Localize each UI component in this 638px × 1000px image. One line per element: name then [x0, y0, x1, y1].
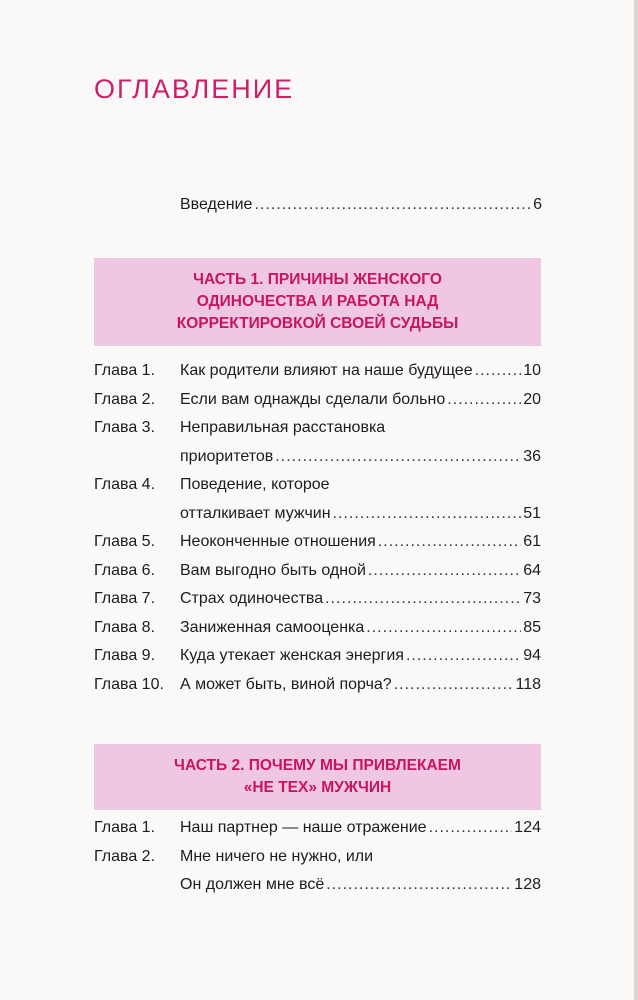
- chapter-number: Глава 3.: [94, 419, 156, 436]
- chapter-title: Если вам однажды сделали больно: [180, 390, 446, 408]
- chapter-page: 20: [523, 390, 541, 408]
- part-2-heading-line: ЧАСТЬ 2. ПОЧЕМУ МЫ ПРИВЛЕКАЕМ: [174, 757, 461, 774]
- chapter-page: 124: [514, 819, 541, 836]
- chapter-title: Страх одиночества: [180, 590, 324, 607]
- chapter-number: Глава 1.: [94, 819, 156, 836]
- page-edge: [634, 0, 638, 1000]
- part-1-heading-line: ЧАСТЬ 1. ПРИЧИНЫ ЖЕНСКОГО: [193, 271, 442, 288]
- chapter-title: отталкивает мужчин: [180, 504, 331, 522]
- chapter-number: Глава 10.: [94, 675, 164, 693]
- leader-dots: [447, 386, 521, 415]
- chapter-title: Мне ничего не нужно, или: [180, 847, 374, 865]
- toc-entry[interactable]: [94, 357, 541, 386]
- chapter-title: Поведение, которое: [180, 476, 330, 493]
- page-title: ОГЛАВЛЕНИЕ: [94, 74, 295, 104]
- leader-dots: [254, 191, 531, 220]
- chapter-number: Глава 7.: [94, 590, 156, 607]
- toc-entry[interactable]: [94, 814, 541, 843]
- toc-entry-continuation[interactable]: [94, 500, 541, 529]
- chapter-number: Глава 9.: [94, 647, 156, 664]
- chapter-page: 94: [523, 647, 541, 664]
- chapter-number: Глава 6.: [94, 561, 156, 579]
- chapter-title: Вам выгодно быть одной: [180, 561, 366, 579]
- chapter-page: 128: [514, 876, 541, 893]
- toc-intro-entry[interactable]: [180, 191, 542, 220]
- chapter-number: Глава 2.: [94, 847, 156, 865]
- toc-entry[interactable]: [94, 585, 541, 614]
- chapter-page: 118: [515, 675, 541, 693]
- toc-entry[interactable]: [94, 614, 541, 643]
- toc-entry[interactable]: [94, 843, 541, 872]
- chapter-page: 51: [523, 504, 541, 522]
- toc-entry[interactable]: [94, 642, 541, 671]
- leader-dots: [366, 614, 521, 643]
- chapter-title: Куда утекает женская энергия: [180, 647, 404, 664]
- leader-dots: [406, 642, 521, 671]
- toc-entry-continuation[interactable]: [94, 871, 541, 900]
- toc-entry[interactable]: [94, 414, 541, 443]
- part-1-heading-line: КОРРЕКТИРОВКОЙ СВОЕЙ СУДЬБЫ: [176, 315, 459, 332]
- chapter-page: 61: [523, 533, 541, 550]
- chapter-number: Глава 4.: [94, 476, 156, 493]
- toc-entry-continuation[interactable]: [94, 443, 541, 472]
- chapter-number: Глава 1.: [94, 362, 156, 379]
- chapter-title: А может быть, виной порча?: [180, 675, 392, 693]
- chapter-title: Заниженная самооценка: [180, 618, 365, 636]
- leader-dots: [378, 528, 521, 557]
- chapter-title: Неоконченные отношения: [180, 533, 376, 550]
- leader-dots: [326, 871, 512, 900]
- leader-dots: [333, 500, 522, 529]
- intro-page: 6: [533, 196, 542, 213]
- toc-entry[interactable]: [94, 471, 541, 500]
- chapter-title: Он должен мне всё: [180, 876, 325, 893]
- chapter-title: Наш партнер — наше отражение: [180, 819, 427, 836]
- part-1-heading-line: ОДИНОЧЕСТВА И РАБОТА НАД: [196, 293, 439, 310]
- toc-entry[interactable]: [94, 528, 541, 557]
- leader-dots: [394, 671, 514, 700]
- toc-entry[interactable]: [94, 386, 541, 415]
- chapter-page: 73: [523, 590, 541, 607]
- chapter-page: 36: [523, 447, 541, 465]
- chapter-page: 85: [523, 618, 541, 636]
- leader-dots: [429, 814, 513, 843]
- part-2-chapter-list: [94, 814, 541, 900]
- leader-dots: [475, 357, 522, 386]
- part-2-heading: [94, 744, 541, 810]
- intro-title: Введение: [180, 196, 253, 213]
- chapter-page: 10: [523, 362, 541, 379]
- toc-entry[interactable]: [94, 671, 541, 700]
- chapter-title: приоритетов: [180, 447, 274, 465]
- chapter-title: Как родители влияют на наше будущее: [180, 362, 473, 379]
- part-1-chapter-list: [94, 357, 541, 699]
- chapter-title: Неправильная расстановка: [180, 419, 386, 436]
- chapter-number: Глава 5.: [94, 533, 156, 550]
- chapter-page: 64: [523, 561, 541, 579]
- chapter-number: Глава 2.: [94, 390, 156, 408]
- leader-dots: [325, 585, 521, 614]
- chapter-number: Глава 8.: [94, 618, 156, 636]
- part-1-heading: [94, 258, 541, 346]
- leader-dots: [275, 443, 521, 472]
- part-2-heading-line: «НЕ ТЕХ» МУЖЧИН: [243, 779, 392, 796]
- leader-dots: [368, 557, 521, 586]
- toc-entry[interactable]: [94, 557, 541, 586]
